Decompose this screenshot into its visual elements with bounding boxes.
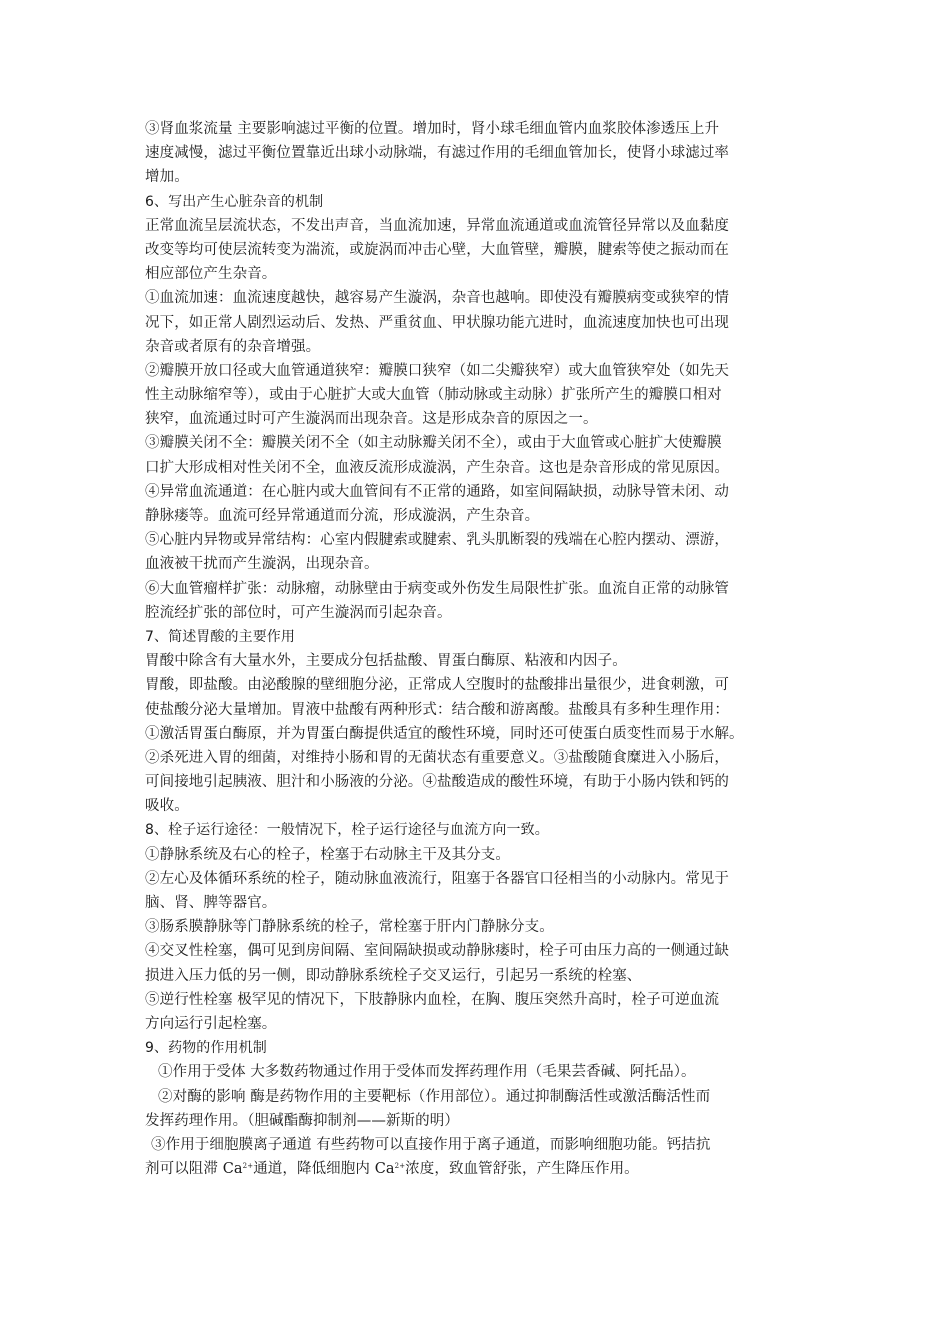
- text-line: ④交叉性栓塞，偶可见到房间隔、室间隔缺损或动静脉瘘时，栓子可由压力高的一侧通过缺: [145, 943, 729, 960]
- text-line: ③作用于细胞膜离子通道 有些药物可以直接作用于离子通道，而影响细胞功能。钙拮抗: [151, 1136, 711, 1153]
- text-line: ⑥大血管瘤样扩张：动脉瘤，动脉壁由于病变或外伤发生局限性扩张。血流自正常的动脉管: [145, 580, 729, 597]
- section-heading-9: 9、药物的作用机制: [145, 1040, 267, 1057]
- superscript-charge: 2+: [242, 1162, 254, 1171]
- text-line: ①作用于受体 大多数药物通过作用于受体而发挥药理作用（毛果芸香碱、阿托品）。: [158, 1064, 696, 1081]
- text-line: 可间接地引起胰液、胆汁和小肠液的分泌。④盐酸造成的酸性环境，有助于小肠内铁和钙的: [145, 774, 729, 791]
- text-line: 腔流经扩张的部位时，可产生漩涡而引起杂音。: [145, 604, 452, 621]
- text-line: ②瓣膜开放口径或大血管通道狭窄：瓣膜口狭窄（如二尖瓣狭窄）或大血管狭窄处（如先天: [145, 362, 729, 379]
- text-line: 血液被干扰而产生漩涡，出现杂音。: [145, 556, 379, 573]
- text-line: 况下，如正常人剧烈运动后、发热、严重贫血、甲状腺功能亢进时，血流速度加快也可出现: [145, 314, 729, 331]
- text-line: 吸收。: [145, 798, 189, 815]
- document-body: [145, 117, 810, 1181]
- section-heading-8: 8、栓子运行途径：一般情况下，栓子运行途径与血流方向一致。: [145, 822, 549, 839]
- text-line: 静脉瘘等。血流可经异常通道而分流，形成漩涡，产生杂音。: [145, 508, 540, 524]
- text-line: 使盐酸分泌大量增加。胃液中盐酸有两种形式：结合酸和游离酸。盐酸具有多种生理作用：: [145, 701, 729, 718]
- text-line-calcium: [145, 1157, 810, 1181]
- text-line: 改变等均可使层流转变为湍流，或旋涡而冲击心壁，大血管壁，瓣膜，腱索等使之振动而在: [145, 241, 729, 258]
- text-line: ②对酶的影响 酶是药物作用的主要靶标（作用部位）。通过抑制酶活性或激活酶活性而: [158, 1088, 711, 1105]
- text-line: 增加。: [145, 169, 189, 186]
- text-line: 胃酸中除含有大量水外，主要成分包括盐酸、胃蛋白酶原、粘液和内因子。: [145, 653, 627, 670]
- text-line: ①激活胃蛋白酶原，并为胃蛋白酶提供适宜的酸性环境，同时还可使蛋白质变性而易于水解。: [145, 725, 744, 742]
- text-line: 损进入压力低的另一侧，即动静脉系统栓子交叉运行，引起另一系统的栓塞、: [145, 967, 642, 984]
- text-line: ①血流加速：血流速度越快，越容易产生漩涡，杂音也越响。即使没有瓣膜病变或狭窄的情: [145, 290, 729, 307]
- text-line: ⑤心脏内异物或异常结构：心室内假腱索或腱索、乳头肌断裂的残端在心腔内摆动、漂游，: [145, 532, 729, 549]
- text-line: ③肾血浆流量 主要影响滤过平衡的位置。增加时，肾小球毛细血管内血浆胶体渗透压上升: [145, 121, 720, 137]
- section-heading-7: 7、简述胃酸的主要作用: [145, 628, 296, 645]
- text-line: ③瓣膜关闭不全：瓣膜关闭不全（如主动脉瓣关闭不全），或由于大血管或心脏扩大使瓣膜: [145, 435, 722, 452]
- text-line: 速度减慢，滤过平衡位置靠近出球小动脉端，有滤过作用的毛细血管加长，使肾小球滤过率: [145, 145, 729, 162]
- text-line: 发挥药理作用。（胆碱酯酶抑制剂——新斯的明）: [145, 1112, 459, 1129]
- text-line: ③肠系膜静脉等门静脉系统的栓子，常栓塞于肝内门静脉分支。: [145, 919, 554, 936]
- text-line: 杂音或者原有的杂音增强。: [145, 338, 321, 355]
- text-line: ②左心及体循环系统的栓子，随动脉血液流行，阻塞于各器官口径相当的小动脉内。常见于: [145, 870, 729, 887]
- text-segment: 浓度，致血管舒张，产生降压作用。: [405, 1161, 639, 1178]
- text-segment: 通道，降低细胞内 Ca: [253, 1161, 395, 1178]
- text-line: 脑、肾、脾等器官。: [145, 895, 277, 911]
- text-line: 相应部位产生杂音。: [145, 266, 277, 283]
- text-line: ①静脉系统及右心的栓子，栓塞于右动脉主干及其分支。: [145, 846, 510, 863]
- text-line: 正常血流呈层流状态，不发出声音，当血流加速，异常血流通道或血流管径异常以及血黏度: [145, 217, 729, 234]
- text-line: 狭窄，血流通过时可产生漩涡而出现杂音。这是形成杂音的原因之一。: [145, 411, 598, 428]
- superscript-charge: 2+: [394, 1162, 406, 1171]
- text-line: ④异常血流通道：在心脏内或大血管间有不正常的通路，如室间隔缺损，动脉导管未闭、动: [145, 483, 729, 500]
- text-line: 胃酸，即盐酸。由泌酸腺的壁细胞分泌，正常成人空腹时的盐酸排出量很少，进食刺激，可: [145, 677, 729, 694]
- section-heading-6: 6、写出产生心脏杂音的机制: [145, 193, 324, 210]
- text-line: 口扩大形成相对性关闭不全，血液反流形成漩涡，产生杂音。这也是杂音形成的常见原因。: [145, 459, 729, 476]
- text-line: ⑤逆行性栓塞 极罕见的情况下，下肢静脉内血栓，在胸、腹压突然升高时，栓子可逆血流: [145, 991, 720, 1008]
- text-segment: 剂可以阻滞 Ca: [145, 1161, 243, 1178]
- text-line: 方向运行引起栓塞。: [145, 1015, 277, 1032]
- text-line: ②杀死进入胃的细菌，对维持小肠和胃的无菌状态有重要意义。③盐酸随食糜进入小肠后，: [145, 749, 729, 766]
- text-line: 性主动脉缩窄等），或由于心脏扩大或大血管（肺动脉或主动脉）扩张所产生的瓣膜口相对: [145, 387, 722, 404]
